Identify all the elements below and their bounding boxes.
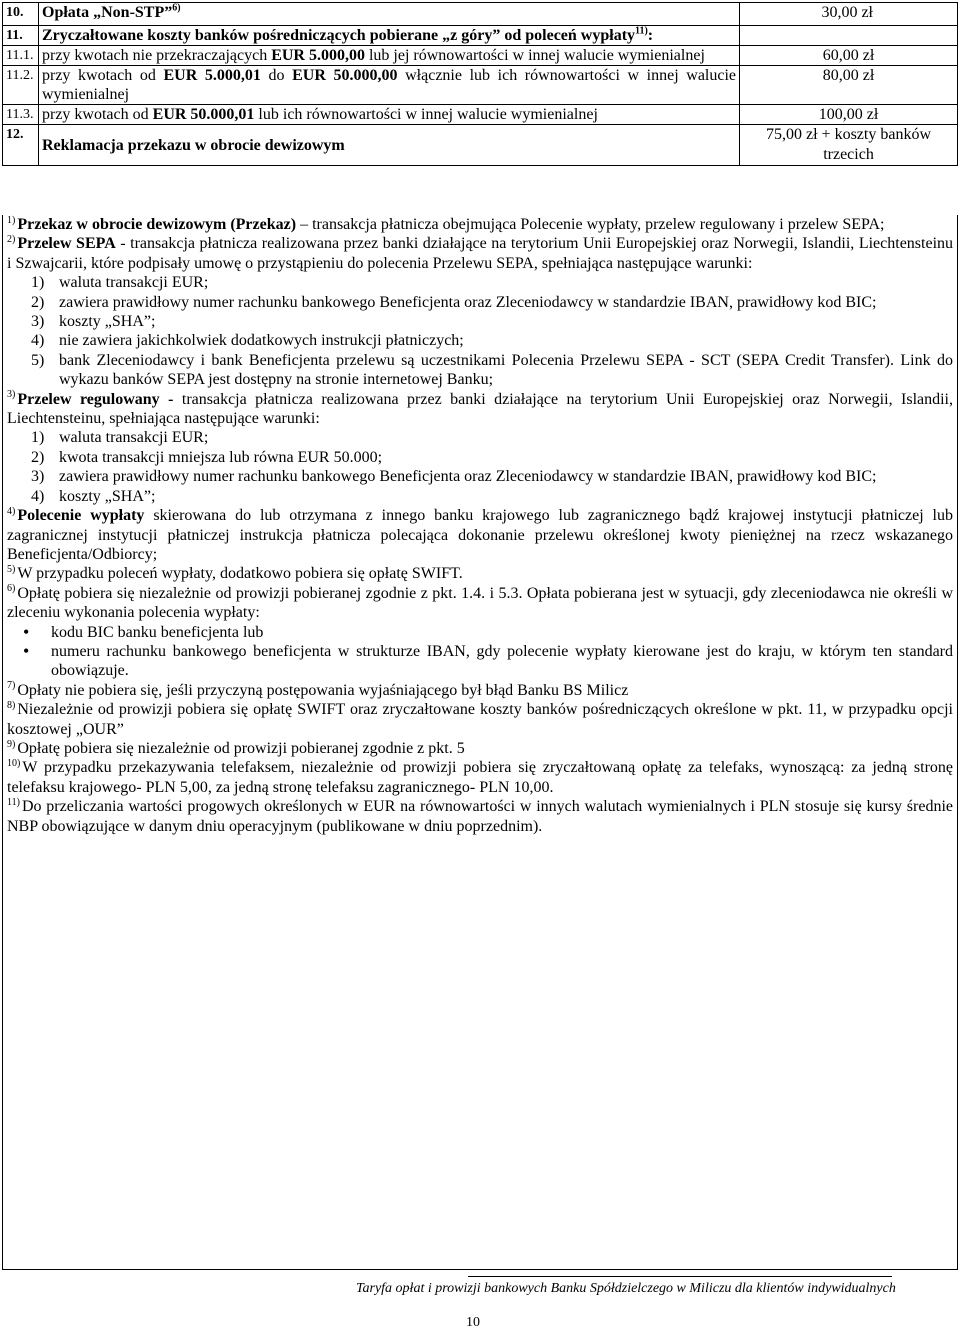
footer-title: Taryfa opłat i prowizji bankowych Banku Spółdzielczego w Miliczu dla klientów indywidualnych	[356, 1281, 896, 1296]
row-amount: 60,00 zł	[740, 46, 958, 66]
row-number: 12.	[3, 125, 39, 166]
list-item: 5) bank Zleceniodawcy i bank Beneficjenta przelewu są uczestnikami Polecenia Przelewu SEPA - SCT (SEPA Credit Transfer). Link do wykazu banków SEPA jest dostępny na stronie internetowej Banku;	[31, 351, 953, 389]
row-amount: 75,00 zł + koszty banków trzecich	[740, 125, 958, 166]
footnote-2-conditions	[7, 273, 953, 389]
footnote-7: $^{7)}$ Opłaty nie pobiera się, jeśli przyczyną postępowania wyjaśniającego był błąd Banku BS Milicz	[7, 680, 629, 699]
fee-table	[2, 2, 958, 166]
list-item: 3) zawiera prawidłowy numer rachunku bankowego Beneficjenta oraz Zleceniodawcy w standardzie IBAN, prawidłowy kod BIC;	[31, 468, 877, 486]
footnote-3: $^{3)}$ Przelew regulowany - transakcja płatnicza realizowana przez banki działające na terytorium Unii Europejskiej oraz Norwegii, Islandii, Liechtensteinu, spełniająca następujące warunki:	[7, 389, 954, 428]
row-number: 11.	[3, 26, 39, 46]
row-number: 11.2.	[3, 66, 39, 105]
table-row	[3, 3, 958, 26]
table-row	[3, 26, 958, 46]
list-item: 3) koszty „SHA”;	[31, 313, 156, 331]
footnote-11: $^{11)}$ Do przeliczania wartości progowych określonych w EUR na równowartości w innych walutach wymienialnych i PLN stosuje się kursy średnie NBP obowiązujące w danym dniu operacyjnym (publikowane w dniu poprzednim).	[7, 796, 953, 835]
row-amount: 30,00 zł	[740, 3, 958, 26]
row-number: 10.	[3, 3, 39, 26]
table-row	[3, 46, 958, 66]
footnote-8: $^{8)}$ Niezależnie od prowizji pobiera się opłatę SWIFT oraz zryczałtowane koszty banków pośredniczących określone w pkt. 11, w przypadku opcji kosztowej „OUR”	[7, 699, 953, 738]
footnote-2: $^{2)}$ Przelew SEPA - transakcja płatnicza realizowana przez banki działające na terytorium Unii Europejskiej oraz Norwegii, Islandii, Liechtensteinu i Szwajcarii, które podpisały umowę o przystąpieniu do polecenia Przelewu SEPA, spełniająca następujące warunki:	[7, 234, 954, 272]
table-row	[3, 125, 958, 166]
footnote-6: $^{6)}$ Opłatę pobiera się niezależnie od prowizji pobieranej zgodnie z pkt. 1.4. i 5.3. Opłata pobierana jest w sytuacji, gdy zleceniodawca nie określi w zleceniu wykonania polecenia wypłaty:	[7, 583, 953, 622]
footer-divider	[468, 1276, 892, 1277]
footnote-9: $^{9)}$ Opłatę pobiera się niezależnie od prowizji pobieranej zgodnie z pkt. 5	[7, 738, 465, 757]
table-row	[3, 66, 958, 105]
row-label: przy kwotach od EUR 5.000,01 do EUR 50.000,00 włącznie lub ich równowartości w innej walucie wymienialnej	[39, 66, 740, 105]
row-label: Opłata „Non-STP”$^{6)}$	[39, 3, 740, 26]
row-label: Zryczałtowane koszty banków pośredniczących pobierane „z góry” od poleceń wypłaty$^{11)}$:	[39, 26, 740, 46]
row-amount: 80,00 zł	[740, 66, 958, 105]
list-item: 1) waluta transakcji EUR;	[31, 429, 209, 447]
row-amount: 100,00 zł	[740, 105, 958, 125]
footnote-5: $^{5)}$ W przypadku poleceń wypłaty, dodatkowo pobiera się opłatę SWIFT.	[7, 563, 463, 583]
list-item: 2) kwota transakcji mniejsza lub równa EUR 50.000;	[31, 448, 383, 466]
list-item: • numeru rachunku bankowego beneficjenta w strukturze IBAN, gdy polecenie wypłaty kierowane jest do kraju, w którym ten standard obowiązuje.	[51, 642, 953, 681]
footnotes-section	[2, 215, 958, 1270]
list-item: 1) waluta transakcji EUR;	[31, 274, 209, 292]
row-label: przy kwotach nie przekraczających EUR 5.000,00 lub jej równowartości w innej walucie wymienialnej	[39, 46, 740, 66]
table-row	[3, 105, 958, 125]
list-item: 4) koszty „SHA”;	[31, 487, 156, 505]
page-number: 10	[466, 1315, 480, 1330]
footnote-4: $^{4)}$ Polecenie wypłaty skierowana do lub otrzymana z innego banku krajowego lub zagranicznego bądź krajowej instytucji płatniczej lub zagranicznej instytucji płatniczej instrukcja płatnicza polecająca dokonanie przelewu określonej kwoty pieniężnej na rzecz wskazanego Beneficjenta/Odbiorcy;	[7, 505, 953, 563]
row-label: przy kwotach od EUR 50.000,01 lub ich równowartości w innej walucie wymienialnej	[39, 105, 740, 125]
list-item: 2) zawiera prawidłowy numer rachunku bankowego Beneficjenta oraz Zleceniodawcy w standardzie IBAN, prawidłowy kod BIC;	[31, 293, 877, 311]
row-number: 11.1.	[3, 46, 39, 66]
row-number: 11.3.	[3, 105, 39, 125]
row-label: Reklamacja przekazu w obrocie dewizowym	[39, 125, 740, 166]
footnote-1: $^{1)}$ Przekaz w obrocie dewizowym (Przekaz) – transakcja płatnicza obejmująca Polecenie wypłaty, przelew regulowany i przelew SEPA;	[7, 214, 885, 233]
list-item: • kodu BIC banku beneficjenta lub	[51, 623, 953, 642]
footnote-10: $^{10)}$ W przypadku przekazywania telefaksem, niezależnie od prowizji pobiera się zryczałtowaną opłatę za telefaks, wynoszącą: za jedną stronę telefaksu krajowego- PLN 5,00, za jedną stronę telefaksu zagranicznego- PLN 10,00.	[7, 758, 953, 796]
footnote-3-conditions	[7, 428, 953, 506]
row-amount	[740, 26, 958, 46]
list-item: 4) nie zawiera jakichkolwiek dodatkowych instrukcji płatniczych;	[31, 332, 464, 350]
footnote-6-bullets	[7, 623, 953, 681]
